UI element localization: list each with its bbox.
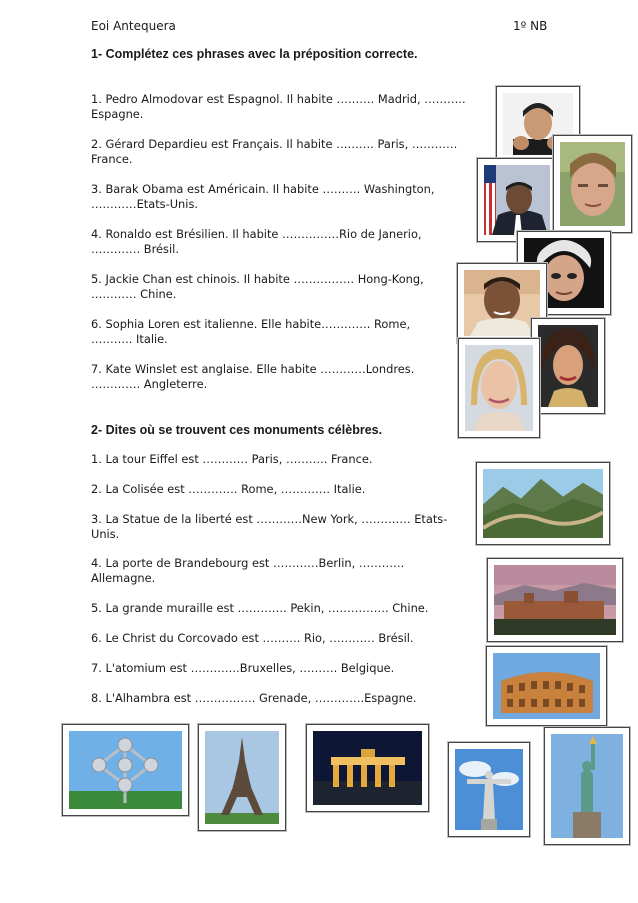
photo-statue-of-liberty xyxy=(544,727,630,845)
photo-christ-redeemer xyxy=(448,742,530,837)
q1-item-7: 7. Kate Winslet est anglaise. Elle habite …………Londres. …………. Angleterre. xyxy=(91,362,415,391)
photo-atomium xyxy=(62,724,189,816)
q1-item-5: 5. Jackie Chan est chinois. Il habite ……………. Hong-Kong, ………… Chine. xyxy=(91,272,424,301)
photo-gerard-depardieu xyxy=(553,135,632,233)
q2-item-5: 5. La grande muraille est …………. Pekin, ……………. Chine. xyxy=(91,601,429,615)
photo-brandenburg-gate xyxy=(306,724,429,812)
photo-alhambra xyxy=(487,558,623,642)
photo-colosseum xyxy=(486,646,607,726)
q1-item-3: 3. Barak Obama est Américain. Il habite ………. Washington, …………Etats-Unis. xyxy=(91,182,435,211)
header-level: 1º NB xyxy=(513,19,548,33)
q2-item-4: 4. La porte de Brandebourg est …………Berlin, ………… Allemagne. xyxy=(91,556,405,585)
photo-barack-obama xyxy=(477,158,557,242)
q2-item-1: 1. La tour Eiffel est ………… Paris, ……….. France. xyxy=(91,452,373,466)
header-school: Eoi Antequera xyxy=(91,19,176,33)
q1-item-6: 6. Sophia Loren est italienne. Elle habite…………. Rome, ……….. Italie. xyxy=(91,317,411,346)
q2-item-7: 7. L'atomium est ………….Bruxelles, ………. Belgique. xyxy=(91,661,395,675)
q1-item-1: 1. Pedro Almodovar est Espagnol. Il habite ………. Madrid, ……….. Espagne. xyxy=(91,92,466,121)
photo-great-wall xyxy=(476,462,610,545)
q2-item-3: 3. La Statue de la liberté est …………New York, …………. Etats- Unis. xyxy=(91,512,448,541)
q1-item-2: 2. Gérard Depardieu est Français. Il habite ………. Paris, ………… France. xyxy=(91,137,458,166)
q2-item-6: 6. Le Christ du Corcovado est ………. Rio, ………… Brésil. xyxy=(91,631,414,645)
section2-title: 2- Dites où se trouvent ces monuments célèbres. xyxy=(91,423,383,437)
section1-title: 1- Complétez ces phrases avec la préposition correcte. xyxy=(91,47,418,61)
photo-sophia-loren xyxy=(531,318,605,414)
photo-eiffel-tower xyxy=(198,724,286,831)
q1-item-4: 4. Ronaldo est Brésilien. Il habite ……………Rio de Janerio, …………. Brésil. xyxy=(91,227,422,256)
q2-item-8: 8. L'Alhambra est ……………. Grenade, ………….Espagne. xyxy=(91,691,417,705)
q2-item-2: 2. La Colisée est …………. Rome, …………. Italie. xyxy=(91,482,366,496)
photo-kate-winslet xyxy=(458,338,540,438)
